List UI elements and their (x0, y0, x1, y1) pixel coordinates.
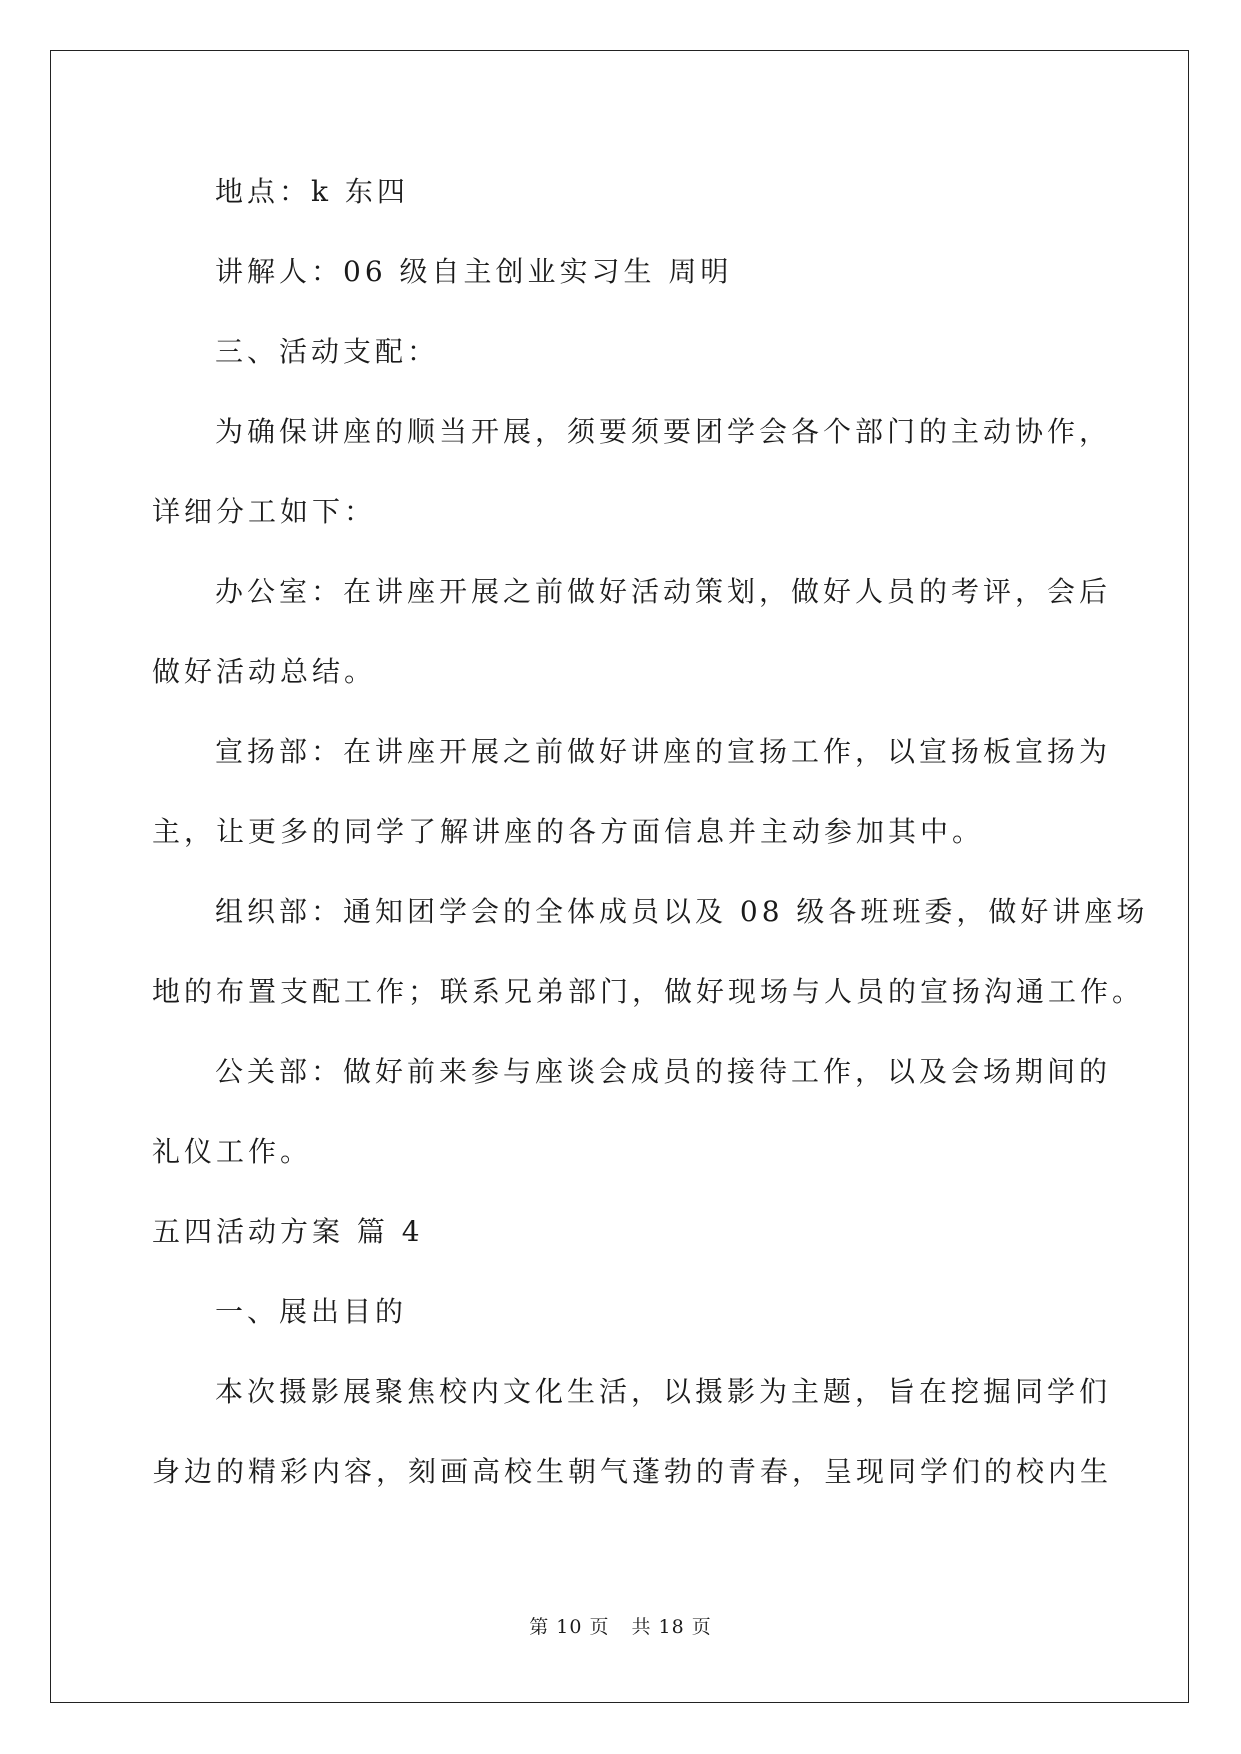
text-line-organization: 组织部：通知团学会的全体成员以及 08 级各班班委，做好讲座场 (215, 895, 1149, 928)
text-line: 详细分工如下： (152, 495, 377, 528)
text-line: 身边的精彩内容，刻画高校生朝气蓬勃的青春，呈现同学们的校内生 (152, 1455, 1113, 1488)
page-number: 第 10 页 (529, 1616, 610, 1638)
section-heading-purpose: 一、展出目的 (215, 1295, 408, 1328)
text-line-location: 地点：k 东四 (215, 175, 409, 208)
article-title: 五四活动方案 篇 4 (152, 1215, 424, 1248)
text-line: 为确保讲座的顺当开展，须要须要团学会各个部门的主动协作， (215, 415, 1112, 448)
section-heading-arrangement: 三、活动支配： (215, 335, 440, 368)
text-line: 地的布置支配工作；联系兄弟部门，做好现场与人员的宣扬沟通工作。 (152, 975, 1145, 1008)
text-line-office: 办公室：在讲座开展之前做好活动策划，做好人员的考评，会后 (215, 575, 1112, 608)
text-line: 做好活动总结。 (152, 655, 377, 688)
text-line-speaker: 讲解人：06 级自主创业实习生 周明 (215, 255, 733, 288)
text-line-publicity: 宣扬部：在讲座开展之前做好讲座的宣扬工作，以宣扬板宣扬为 (215, 735, 1112, 768)
text-line: 本次摄影展聚焦校内文化生活，以摄影为主题，旨在挖掘同学们 (215, 1375, 1112, 1408)
text-line-public-relations: 公关部：做好前来参与座谈会成员的接待工作，以及会场期间的 (215, 1055, 1112, 1088)
page-total: 共 18 页 (631, 1616, 712, 1638)
text-line: 主，让更多的同学了解讲座的各方面信息并主动参加其中。 (152, 815, 985, 848)
text-line: 礼仪工作。 (152, 1135, 313, 1168)
page-footer (0, 1615, 1241, 1639)
